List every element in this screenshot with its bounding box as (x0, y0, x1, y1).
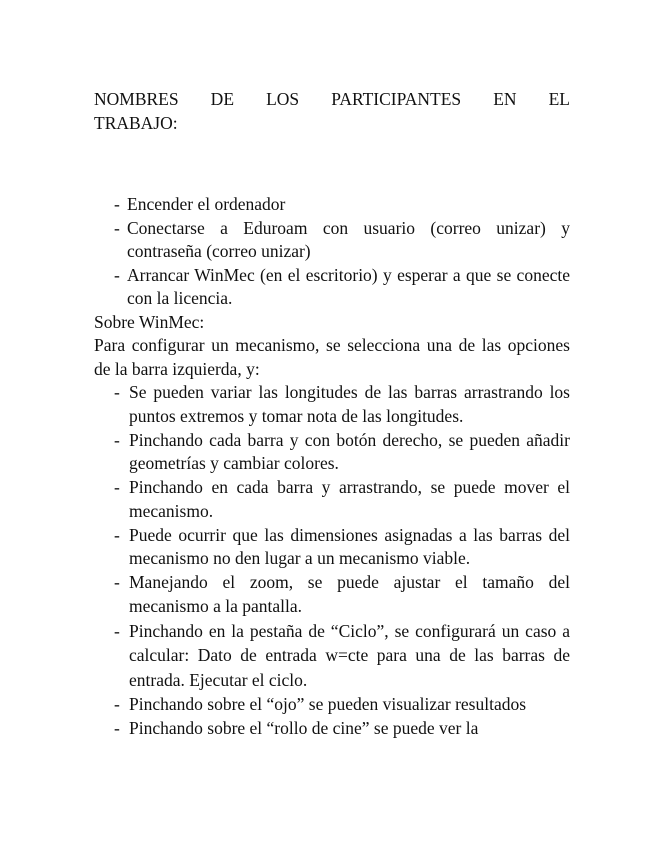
list-item: - Encender el ordenador (114, 193, 570, 217)
list-item: - Pinchando en cada barra y arrastrando, se puede mover el mecanismo. (114, 476, 570, 523)
setup-steps-list (114, 193, 570, 311)
winmec-steps-list (114, 381, 570, 740)
blank-space (94, 135, 570, 193)
list-item: - Pinchando cada barra y con botón derecho, se pueden añadir geometrías y cambiar colores. (114, 429, 570, 476)
intro-paragraph: Para configurar un mecanismo, se selecciona una de las opciones de la barra izquierda, y: (94, 335, 570, 379)
list-item: - Arrancar WinMec (en el escritorio) y esperar a que se conecte con la licencia. (114, 264, 570, 311)
list-item: - Manejando el zoom, se puede ajustar el tamaño del mecanismo a la pantalla. (114, 571, 570, 618)
list-item: - Pinchando en la pestaña de “Ciclo”, se configurará un caso a calcular: Dato de entrada w=cte para una de las barras de entrada. Ejecutar el ciclo. (114, 619, 570, 693)
section-title: Sobre WinMec: (94, 311, 205, 332)
list-item: - Conectarse a Eduroam con usuario (correo unizar) y contraseña (correo unizar) (114, 217, 570, 264)
list-item: - Pinchando sobre el “ojo” se pueden visualizar resultados (114, 693, 570, 717)
list-item: - Pinchando sobre el “rollo de cine” se puede ver la (114, 717, 570, 741)
heading-line-1: NOMBRES DE LOS PARTICIPANTES EN EL (94, 89, 570, 109)
heading-line-2: TRABAJO: (94, 112, 178, 133)
participants-heading (94, 88, 570, 135)
document-page (94, 88, 570, 741)
list-item: - Se pueden variar las longitudes de las barras arrastrando los puntos extremos y tomar nota de las longitudes. (114, 381, 570, 428)
list-item: - Puede ocurrir que las dimensiones asignadas a las barras del mecanismo no den lugar a un mecanismo viable. (114, 524, 570, 571)
